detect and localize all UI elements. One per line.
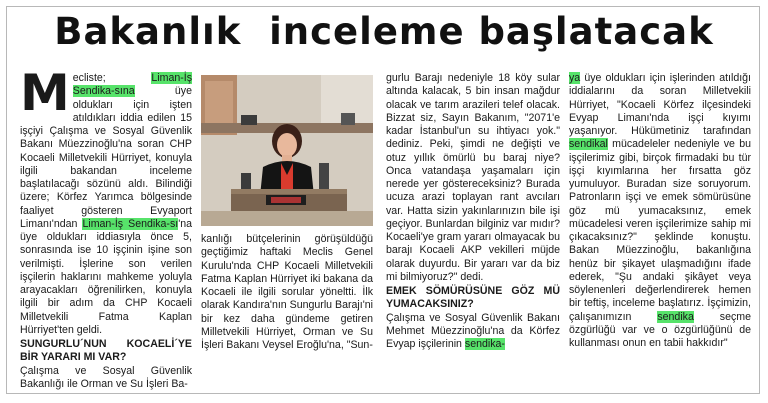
highlight-sendika: sendika- xyxy=(464,338,505,350)
body-text: ecliste; xyxy=(72,72,152,84)
headline: Bakanlık inceleme başlatacak xyxy=(54,10,714,53)
body-text: Çalışma ve Sosyal Güvenlik Bakanlığı ile Orman ve Su İşleri Ba- xyxy=(20,364,192,390)
column-1 xyxy=(20,64,192,391)
body-text: kanlığı bütçelerinin görüşüldüğü geçtiğimiz haftaki Meclis Genel Kurulu'nda CHP Kocaeli Milletvekili Fatma Kaplan Hürriyet iki bakana da Kocaeli ile ilgili sorular yöneltti. İlk olarak Kandıra'nın Sungurlu Barajı'ni bir kez daha gündeme getiren Milletvekili Hürriyet, Orman ve Su İşleri Bakanı Veysel Eroğlu'na, "Sun- xyxy=(201,233,373,351)
drop-cap: M xyxy=(20,64,70,122)
parliament-photo xyxy=(201,75,373,226)
body-text: üye oldukları için işlerinden atıldığı iddialarını da soran Milletvekili Hürriyet, "Kocaeli Körfez ilçesindeki Evyap Limanı'nda işçi kıyımı yaşanıyor. Hükümetiniz tarafından xyxy=(569,72,751,137)
body-text: 'na üye oldukları iddiasıyla önce 5, sonrasında ise 10 işçinin işine son verilmişti. İşlerine son verilen işçilerin haklarını mahkeme yoluyla arayacakları öğrenilirken, konuyla ilgili bir adım da CHP Kocaeli Milletvekili Fatma Kaplan Hürriyet'ten geldi. xyxy=(20,217,192,336)
subheading: SUNGURLU´NUN KOCAELİ´YE BİR YARARI MI VAR? xyxy=(20,338,192,364)
body-text: seçme özgürlüğü var ve o özgürlüğünü de kullanması onun en tabii hakkıdır" xyxy=(569,310,751,349)
highlight-sendika: sendikal xyxy=(569,138,608,151)
body-text: mücadeleler nedeniyle ve bu işçilerimiz gibi, birçok firmadaki bu tür işçi kıyımlarına her fırsatta göz yumuluyor. Buradan size soruyorum. Patronların işçi ve emek sömürüsüne göz mü yumacaksınız, emek mücadelesi veren işçilerimize sahip mi çıkacaksınız?" şeklinde konuştu. Bakan Müezzinoğlu, bakanlığına henüz bir şikayet ulaşmadığını ifade ederek, "Şu andaki şikâyet veya söylenenleri değerlendirerek hemen bir teftiş, inceleme başlatırız. İşçimizin, çalışanımızın xyxy=(569,138,751,323)
highlight-sendika: ya xyxy=(569,72,581,84)
body-text: üye oldukları için işten atıldıkları iddia edilen 15 işçiyi Çalışma ve Sosyal Güvenlik Bakanı Müezzinoğlu'na soran CHP Kocaeli Milletvekili Hürriyet, konuyla ilgili bakandan inceleme başlatılacağı sözünü aldı. Bilindiği üzere; Körfez Yarımca bölgesinde faaliyet gösteren Evyaport Limanı'ndan xyxy=(20,85,192,230)
highlight-sendika: Liman-İş Sendika-sına xyxy=(72,72,192,98)
body-text: Çalışma ve Sosyal Güvenlik Bakanı Mehmet Müezzinoğlu'na da Körfez Evyap işçilerinin xyxy=(386,311,560,350)
highlight-sendika: sendika xyxy=(657,310,694,323)
subheading: EMEK SÖMÜRÜSÜNE GÖZ MÜ YUMACAKSINIZ? xyxy=(386,285,560,311)
highlight-sendika: Liman-İş Sendika-sı xyxy=(82,217,179,230)
column-4 xyxy=(569,72,751,350)
body-text: gurlu Barajı nedeniyle 18 köy sular altında kalacak, 5 bin insan mağdur olacak ve tarım arazileri telef olacak. Bizzat siz, Sayın Bakanım, "2071'e kadar İstanbul'un su ihtiyacı yok." dediniz. Peki, şimdi ne değişti ve otuz yıllık ömürlü bu baraj niye? Onca vatandaşa yaşamaları için nerede yer göstereceksiniz? Burada ucuza arazi toplayan rant avcıları var. Hatta sizin yakınlarınızın bile işi geçiyor. Bunlardan bilginiz var mıdır? Kocaeli'ye gram yararı olmayacak bu barajı Kocaeli AKP vekilleri müjde olarak duyurdu. Bir yararı var da biz mi bilmiyoruz?" dedi. xyxy=(386,72,560,283)
column-2 xyxy=(201,233,373,352)
column-3 xyxy=(386,72,560,351)
photo-illustration xyxy=(201,75,373,226)
